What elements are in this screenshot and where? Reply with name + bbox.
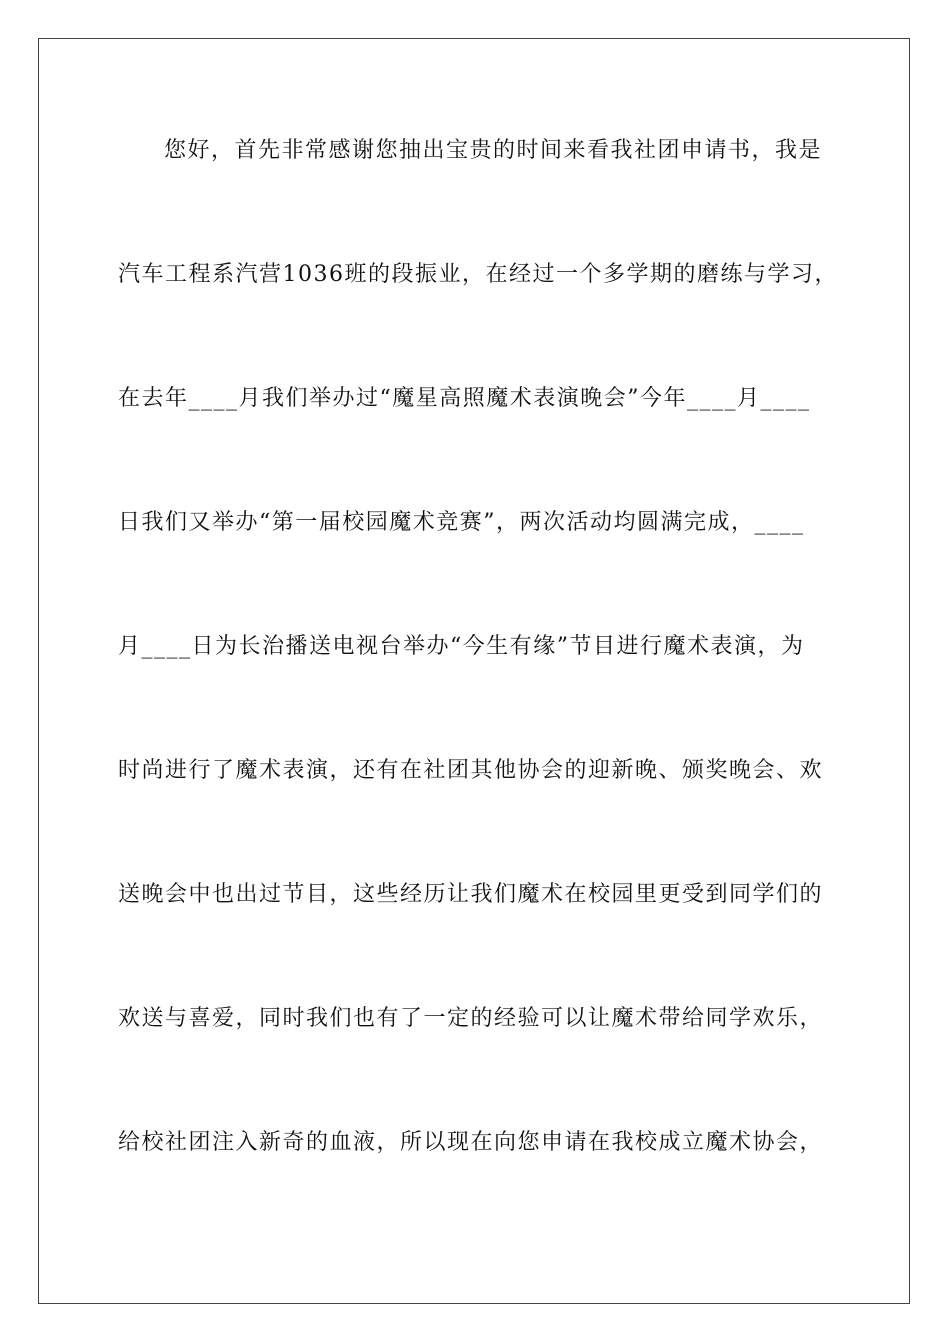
text-line-1: 您好，首先非常感谢您抽出宝贵的时间来看我社团申请书，我是 xyxy=(164,138,823,163)
text-line-9: 给校社团注入新奇的血液，所以现在向您申请在我校成立魔术协会， xyxy=(118,1130,824,1155)
document-body xyxy=(118,128,838,1244)
text-line-3: 在去年____月我们举办过“魔星高照魔术表演晚会”今年____月____ xyxy=(118,386,811,411)
text-line-5: 月____日为长治播送电视台举办“今生有缘”节目进行魔术表演，为 xyxy=(118,634,805,659)
text-line-2: 汽车工程系汽营1036班的段振业，在经过一个多学期的磨练与学习， xyxy=(118,262,838,287)
text-line-8: 欢送与喜爱，同时我们也有了一定的经验可以让魔术带给同学欢乐， xyxy=(118,1006,824,1031)
text-line-7: 送晚会中也出过节目，这些经历让我们魔术在校园里更受到同学们的 xyxy=(118,882,824,907)
text-line-4: 日我们又举办“第一届校园魔术竞赛”，两次活动均圆满完成，____ xyxy=(118,510,805,535)
text-line-6: 时尚进行了魔术表演，还有在社团其他协会的迎新晚、颁奖晚会、欢 xyxy=(118,758,824,783)
